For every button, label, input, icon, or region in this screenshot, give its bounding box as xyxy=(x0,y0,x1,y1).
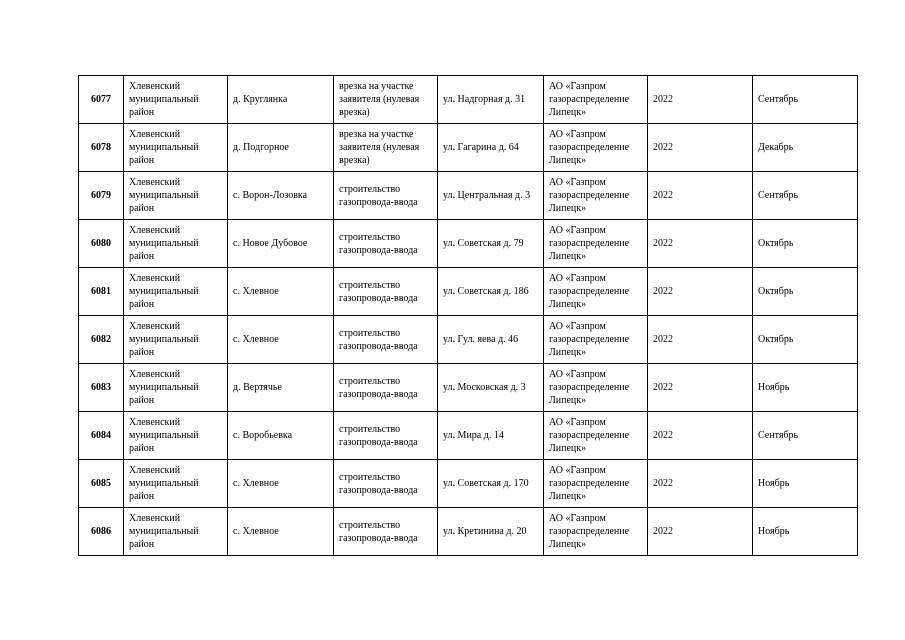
year-cell: 2022 xyxy=(648,268,753,316)
year-cell: 2022 xyxy=(648,460,753,508)
row-number: 6086 xyxy=(79,508,124,556)
row-number: 6083 xyxy=(79,364,124,412)
work-type-cell: строительство газопровода-ввода xyxy=(334,460,438,508)
table-row xyxy=(79,172,858,220)
month-cell: Сентябрь xyxy=(753,76,858,124)
table-row xyxy=(79,412,858,460)
month-cell: Декабрь xyxy=(753,124,858,172)
row-number: 6079 xyxy=(79,172,124,220)
district-cell: Хлевенский муниципальный район xyxy=(124,364,228,412)
address-cell: ул. Мира д. 14 xyxy=(438,412,544,460)
work-type-cell: строительство газопровода-ввода xyxy=(334,268,438,316)
address-cell: ул. Надгорная д. 31 xyxy=(438,76,544,124)
address-cell: ул. Гул. яева д. 46 xyxy=(438,316,544,364)
year-cell: 2022 xyxy=(648,316,753,364)
organization-cell: АО «Газпром газораспределение Липецк» xyxy=(544,316,648,364)
work-type-cell: врезка на участке заявителя (нулевая врезка) xyxy=(334,124,438,172)
row-number: 6085 xyxy=(79,460,124,508)
settlement-cell: с. Хлевное xyxy=(228,268,334,316)
year-cell: 2022 xyxy=(648,364,753,412)
address-cell: ул. Центральная д. 3 xyxy=(438,172,544,220)
table-row xyxy=(79,268,858,316)
year-cell: 2022 xyxy=(648,508,753,556)
district-cell: Хлевенский муниципальный район xyxy=(124,268,228,316)
district-cell: Хлевенский муниципальный район xyxy=(124,460,228,508)
row-number: 6081 xyxy=(79,268,124,316)
settlement-cell: с. Хлевное xyxy=(228,508,334,556)
district-cell: Хлевенский муниципальный район xyxy=(124,316,228,364)
organization-cell: АО «Газпром газораспределение Липецк» xyxy=(544,268,648,316)
month-cell: Ноябрь xyxy=(753,508,858,556)
table-row xyxy=(79,508,858,556)
month-cell: Октябрь xyxy=(753,220,858,268)
year-cell: 2022 xyxy=(648,124,753,172)
month-cell: Ноябрь xyxy=(753,364,858,412)
month-cell: Ноябрь xyxy=(753,460,858,508)
year-cell: 2022 xyxy=(648,220,753,268)
settlement-cell: с. Ворон-Лозовка xyxy=(228,172,334,220)
organization-cell: АО «Газпром газораспределение Липецк» xyxy=(544,508,648,556)
gas-connection-schedule-table xyxy=(78,75,858,556)
district-cell: Хлевенский муниципальный район xyxy=(124,412,228,460)
settlement-cell: с. Новое Дубовое xyxy=(228,220,334,268)
month-cell: Сентябрь xyxy=(753,172,858,220)
work-type-cell: строительство газопровода-ввода xyxy=(334,172,438,220)
settlement-cell: д. Вертячье xyxy=(228,364,334,412)
row-number: 6084 xyxy=(79,412,124,460)
district-cell: Хлевенский муниципальный район xyxy=(124,172,228,220)
address-cell: ул. Московская д. 3 xyxy=(438,364,544,412)
address-cell: ул. Советская д. 79 xyxy=(438,220,544,268)
settlement-cell: д. Круглянка xyxy=(228,76,334,124)
row-number: 6078 xyxy=(79,124,124,172)
address-cell: ул. Гагарина д. 64 xyxy=(438,124,544,172)
document-page xyxy=(78,75,857,567)
district-cell: Хлевенский муниципальный район xyxy=(124,508,228,556)
table-row xyxy=(79,124,858,172)
table-row xyxy=(79,460,858,508)
work-type-cell: строительство газопровода-ввода xyxy=(334,220,438,268)
table-row xyxy=(79,220,858,268)
district-cell: Хлевенский муниципальный район xyxy=(124,220,228,268)
settlement-cell: д. Подгорное xyxy=(228,124,334,172)
work-type-cell: строительство газопровода-ввода xyxy=(334,316,438,364)
table-row xyxy=(79,364,858,412)
work-type-cell: строительство газопровода-ввода xyxy=(334,364,438,412)
settlement-cell: с. Хлевное xyxy=(228,460,334,508)
district-cell: Хлевенский муниципальный район xyxy=(124,76,228,124)
organization-cell: АО «Газпром газораспределение Липецк» xyxy=(544,172,648,220)
row-number: 6082 xyxy=(79,316,124,364)
year-cell: 2022 xyxy=(648,76,753,124)
address-cell: ул. Советская д. 186 xyxy=(438,268,544,316)
work-type-cell: врезка на участке заявителя (нулевая врезка) xyxy=(334,76,438,124)
organization-cell: АО «Газпром газораспределение Липецк» xyxy=(544,412,648,460)
year-cell: 2022 xyxy=(648,172,753,220)
organization-cell: АО «Газпром газораспределение Липецк» xyxy=(544,460,648,508)
month-cell: Сентябрь xyxy=(753,412,858,460)
organization-cell: АО «Газпром газораспределение Липецк» xyxy=(544,76,648,124)
address-cell: ул. Кретинина д. 20 xyxy=(438,508,544,556)
month-cell: Октябрь xyxy=(753,316,858,364)
organization-cell: АО «Газпром газораспределение Липецк» xyxy=(544,364,648,412)
address-cell: ул. Советская д. 170 xyxy=(438,460,544,508)
table-row xyxy=(79,316,858,364)
organization-cell: АО «Газпром газораспределение Липецк» xyxy=(544,220,648,268)
year-cell: 2022 xyxy=(648,412,753,460)
table-row xyxy=(79,76,858,124)
district-cell: Хлевенский муниципальный район xyxy=(124,124,228,172)
work-type-cell: строительство газопровода-ввода xyxy=(334,508,438,556)
settlement-cell: с. Хлевное xyxy=(228,316,334,364)
row-number: 6080 xyxy=(79,220,124,268)
settlement-cell: с. Воробьевка xyxy=(228,412,334,460)
row-number: 6077 xyxy=(79,76,124,124)
organization-cell: АО «Газпром газораспределение Липецк» xyxy=(544,124,648,172)
month-cell: Октябрь xyxy=(753,268,858,316)
work-type-cell: строительство газопровода-ввода xyxy=(334,412,438,460)
